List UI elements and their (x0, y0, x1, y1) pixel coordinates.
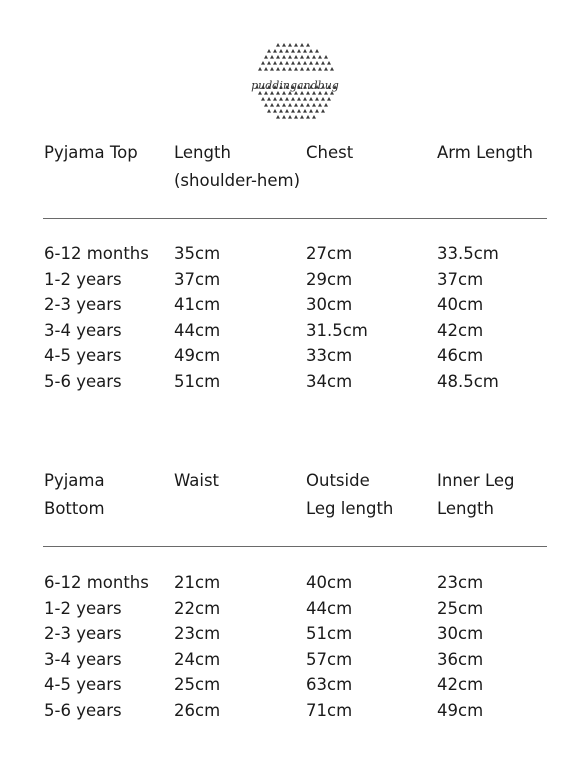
header-garment-line2: Bottom (44, 499, 105, 518)
size-cell: 6-12 months (44, 244, 149, 263)
outside-leg-cell: 71cm (306, 700, 353, 720)
length-cell: 51cm (174, 371, 221, 391)
table-row (44, 321, 564, 347)
header-arm-length: Arm Length (437, 143, 534, 162)
outside-leg-cell: 40cm (306, 573, 353, 592)
table-row (44, 372, 564, 398)
table-row (44, 599, 564, 625)
inner-leg-cell: 23cm (437, 573, 484, 592)
table-row (44, 295, 564, 321)
chest-cell: 33cm (306, 346, 353, 365)
size-cell: 4-5 years (44, 346, 122, 365)
table-row (44, 650, 564, 676)
waist-cell: 25cm (174, 675, 221, 694)
arm-length-cell: 40cm (437, 295, 484, 314)
inner-leg-cell: 49cm (437, 700, 484, 720)
header-waist: Waist (174, 471, 220, 490)
chest-cell: 34cm (306, 371, 353, 391)
size-cell: 1-2 years (44, 269, 122, 289)
header-garment: Pyjama (44, 471, 105, 490)
outside-leg-cell: 51cm (306, 624, 353, 643)
header-chest: Chest (306, 143, 354, 162)
size-cell: 5-6 years (44, 371, 122, 391)
arm-length-cell: 33.5cm (437, 244, 499, 263)
table-row (44, 244, 564, 270)
arm-length-cell: 37cm (437, 269, 484, 289)
pyjama-bottom-table (44, 471, 564, 527)
size-cell: 1-2 years (44, 598, 122, 618)
waist-cell: 26cm (174, 700, 221, 720)
pyjama-top-rows (44, 244, 564, 397)
outside-leg-cell: 44cm (306, 598, 353, 618)
header-garment: Pyjama Top (44, 143, 138, 162)
length-cell: 41cm (174, 295, 221, 314)
size-cell: 6-12 months (44, 573, 149, 592)
table-row (44, 701, 564, 727)
size-cell: 4-5 years (44, 675, 122, 694)
divider (43, 546, 547, 547)
header-inner-leg: Inner Leg (437, 471, 515, 490)
header-length: Length (174, 143, 231, 162)
inner-leg-cell: 30cm (437, 624, 484, 643)
chest-cell: 29cm (306, 269, 353, 289)
inner-leg-cell: 25cm (437, 598, 484, 618)
table-row (44, 270, 564, 296)
length-cell: 49cm (174, 346, 221, 365)
size-cell: 3-4 years (44, 320, 122, 340)
outside-leg-cell: 57cm (306, 649, 353, 669)
chest-cell: 27cm (306, 244, 353, 263)
header-row (44, 143, 564, 199)
table-row (44, 624, 564, 650)
arm-length-cell: 42cm (437, 320, 484, 340)
header-inner-leg-line2: Length (437, 499, 494, 518)
outside-leg-cell: 63cm (306, 675, 353, 694)
arm-length-cell: 48.5cm (437, 371, 499, 391)
length-cell: 37cm (174, 269, 221, 289)
inner-leg-cell: 36cm (437, 649, 484, 669)
size-cell: 2-3 years (44, 624, 122, 643)
header-outside-leg-line2: Leg length (306, 499, 394, 518)
brand-logo (245, 38, 345, 126)
arm-length-cell: 46cm (437, 346, 484, 365)
table-row (44, 346, 564, 372)
logo-dot-pattern (245, 38, 345, 126)
pyjama-top-table (44, 143, 564, 199)
chest-cell: 31.5cm (306, 320, 368, 340)
chest-cell: 30cm (306, 295, 353, 314)
pyjama-bottom-rows (44, 573, 564, 726)
waist-cell: 21cm (174, 573, 221, 592)
size-cell: 2-3 years (44, 295, 122, 314)
waist-cell: 22cm (174, 598, 221, 618)
waist-cell: 23cm (174, 624, 221, 643)
length-cell: 44cm (174, 320, 221, 340)
divider (43, 218, 547, 219)
header-outside-leg: Outside (306, 471, 370, 490)
table-row (44, 675, 564, 701)
inner-leg-cell: 42cm (437, 675, 484, 694)
header-row (44, 471, 564, 527)
length-cell: 35cm (174, 244, 221, 263)
size-cell: 5-6 years (44, 700, 122, 720)
header-length-line2: (shoulder-hem) (174, 171, 301, 190)
waist-cell: 24cm (174, 649, 221, 669)
size-cell: 3-4 years (44, 649, 122, 669)
logo-wordmark: puddingandbug (251, 79, 339, 92)
table-row (44, 573, 564, 599)
